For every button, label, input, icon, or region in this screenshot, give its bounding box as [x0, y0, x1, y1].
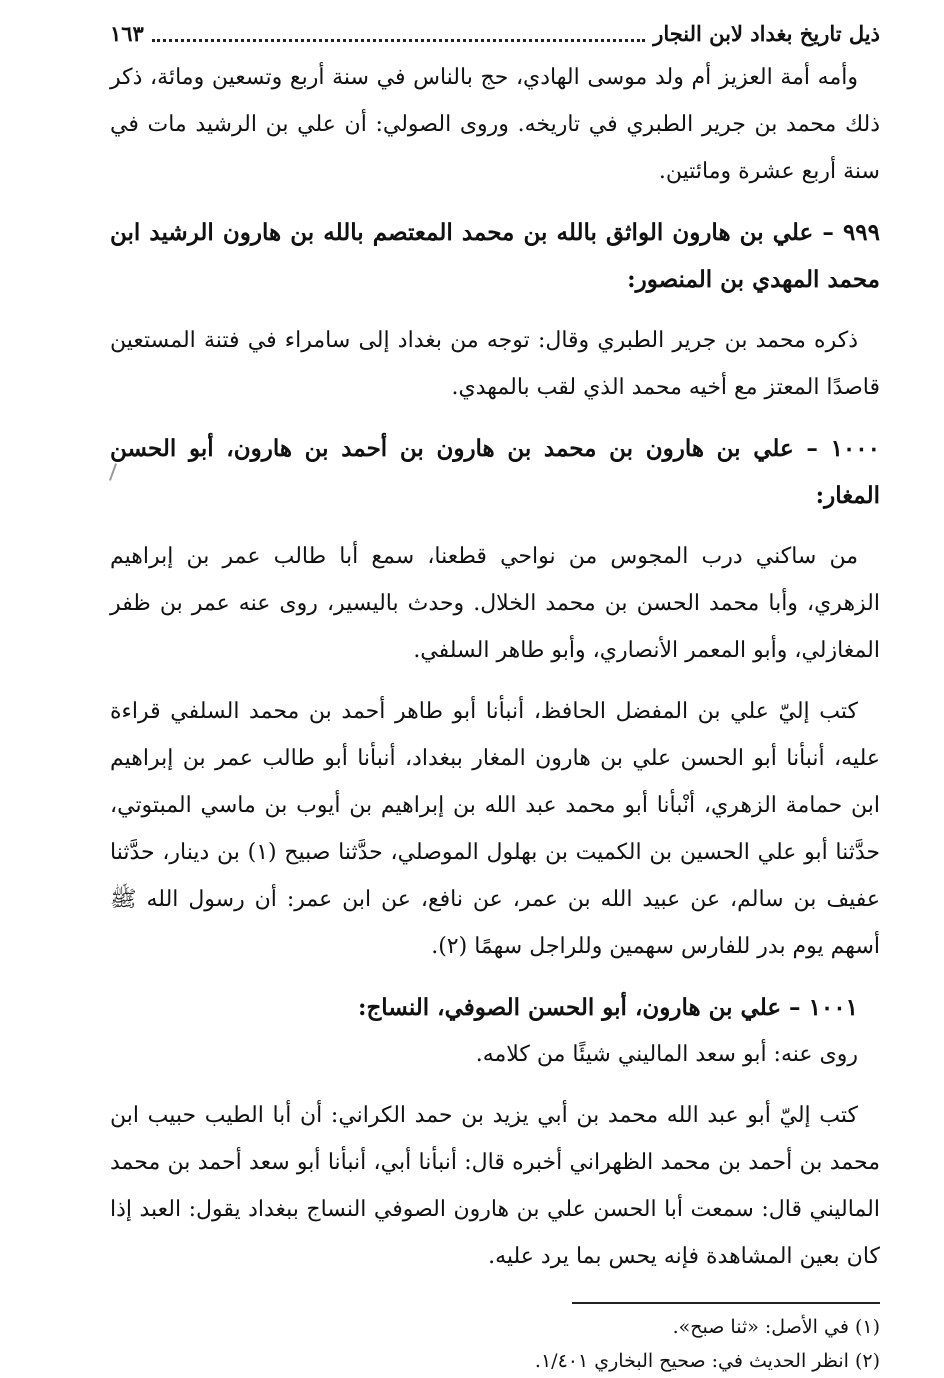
footnote-1: (١) في الأصل: «ثنا صبح». [672, 1316, 880, 1338]
running-title: ذيل تاريخ بغداد لابن النجار [653, 21, 880, 46]
footnote-2: (٢) انظر الحديث في: صحيح البخاري ١/٤٠١. [534, 1350, 880, 1372]
entry-1001-text-2: كتب إليّ أبو عبد الله محمد بن أبي يزيد بن حمد الكراني: أن أبا الطيب حبيب ابن محمد بن أحمد بن محمد الظهراني أخبره قال: أنبأنا أبي، أنبأنا أبو سعد أحمد بن محمد الماليني قال: سمعت أبا الحسن علي بن هارون الصوفي النساج ببغداد يقول: العبد إذا كان بعين المشاهدة فإنه يحس بما يرد عليه. [110, 1103, 880, 1269]
entry-1000-text-1: من ساكني درب المجوس من نواحي قطعنا، سمع أبا طالب عمر بن إبراهيم الزهري، وأبا محمد الحسن بن محمد الخلال. وحدث باليسير، روى عنه عمر بن ظفر المغازلي، وأبو المعمر الأنصاري، وأبو طاهر السلفي. [110, 544, 880, 663]
footnote-separator [572, 1302, 880, 1304]
running-header [110, 14, 880, 54]
entry-1001-title: ١٠٠١ – علي بن هارون، أبو الحسن الصوفي، النساج: [357, 994, 858, 1021]
book-page [110, 14, 880, 1378]
entry-1001-text-1: روى عنه: أبو سعد الماليني شيئًا من كلامه. [475, 1042, 858, 1067]
page-number: ١٦٣ [110, 21, 144, 46]
entry-999-title: ٩٩٩ – علي بن هارون الواثق بالله بن محمد المعتصم بالله بن هارون الرشيد ابن محمد المهدي بن المنصور: [110, 219, 880, 293]
continuation-paragraph: وأمه أمة العزيز أم ولد موسى الهادي، حج بالناس في سنة أربع وتسعين ومائة، ذكر ذلك محمد بن جرير الطبري في تاريخه. وروى الصولي: أن علي بن الرشيد مات في سنة أربع عشرة ومائتين. [110, 65, 880, 184]
footnotes [110, 1310, 880, 1378]
entry-1000-text-2: كتب إليّ علي بن المفضل الحافظ، أنبأنا أبو طاهر أحمد بن محمد السلفي قراءة عليه، أنبأنا أبو الحسن علي بن هارون المغار ببغداد، أنبأنا أبو طالب عمر بن إبراهيم ابن حمامة الزهري، أنْبأنا أبو محمد عبد الله بن إبراهيم بن أيوب بن ماسي المبتوتي، حدَّثنا أبو علي الحسين بن الكميت بن بهلول الموصلي، حدَّثنا صبيح (١) بن دينار، حدَّثنا عفيف بن سالم، عن عبيد الله بن عمر، عن نافع، عن ابن عمر: أن رسول الله ﷺ أسهم يوم بدر للفارس سهمين وللراجل سهمًا (٢). [110, 699, 881, 959]
entry-999-text: ذكره محمد بن جرير الطبري وقال: توجه من بغداد إلى سامراء في فتنة المستعين قاصدًا المعتز مع أخيه محمد الذي لقب بالمهدي. [110, 328, 880, 400]
entry-1000-title: ١٠٠٠ – علي بن هارون بن محمد بن هارون بن أحمد بن هارون، أبو الحسن المغار: [110, 435, 880, 509]
header-dot-leader [152, 27, 645, 42]
